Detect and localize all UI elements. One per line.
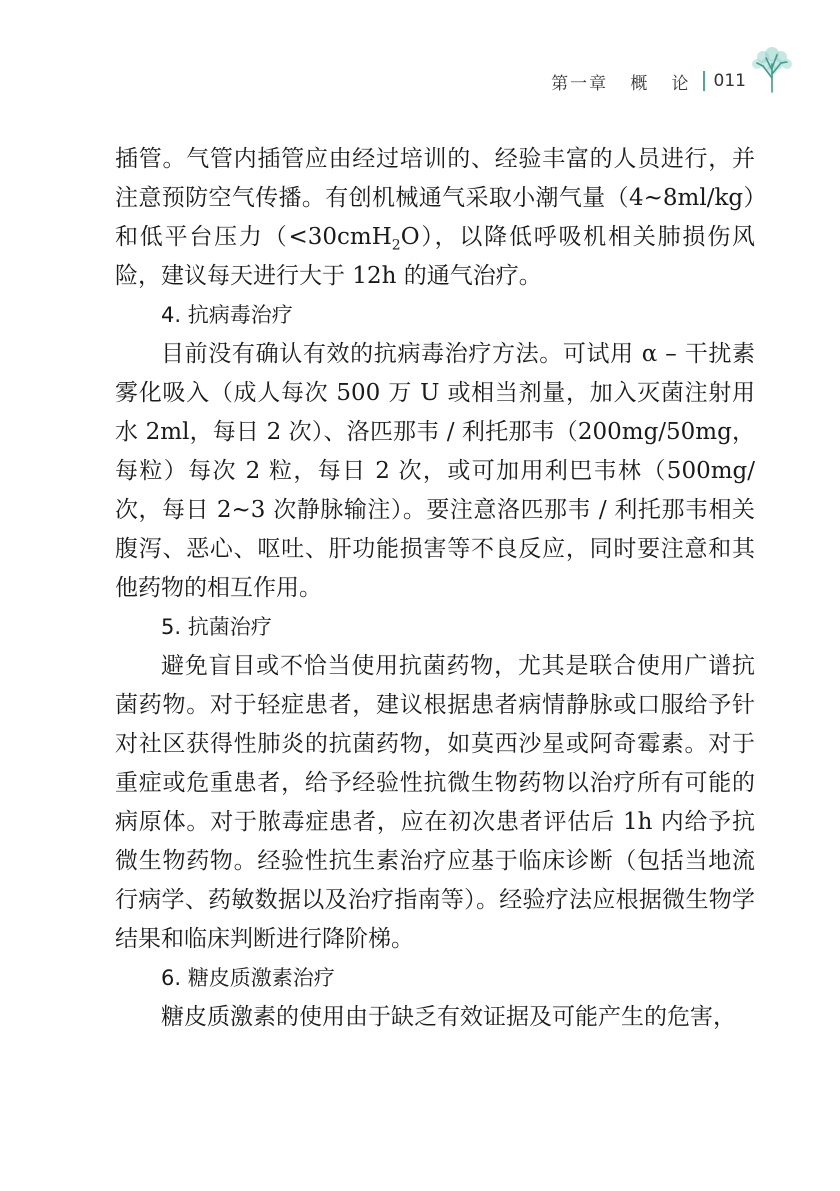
tree-logo-icon	[744, 44, 800, 94]
section-heading-antibacterial: 5. 抗菌治疗	[161, 615, 272, 639]
paragraph-text: 插管。气管内插管应由经过培训的、经验丰富的人员进行，并注意预防空气传播。有创机械通气采取小潮气量（4~8ml/kg）和低平台压力（<30cmH	[115, 146, 755, 250]
header-separator	[703, 71, 705, 91]
paragraph-antibacterial: 避免盲目或不恰当使用抗菌药物，尤其是联合使用广谱抗菌药物。对于轻症患者，建议根据患者病情静脉或口服给予针对社区获得性肺炎的抗菌药物，如莫西沙星或阿奇霉素。对于重症或危重患者，给予经验性抗微生物药物以治疗所有可能的病原体。对于脓毒症患者，应在初次患者评估后 1h 内给予抗微生物药物。经验性抗生素治疗应基于临床诊断（包括当地流行病学、药敏数据以及治疗指南等）。经验疗法应根据微生物学结果和临床判断进行降阶梯。	[115, 653, 755, 952]
section-heading-antiviral: 4. 抗病毒治疗	[161, 303, 293, 327]
paragraph-glucocorticoid: 糖皮质激素的使用由于缺乏有效证据及可能产生的危害，	[161, 1004, 736, 1030]
section-heading-glucocorticoid: 6. 糖皮质激素治疗	[161, 966, 335, 990]
paragraph-text-end: O），以降低呼吸机相关肺损伤风险，建议每天进行大于 12h 的通气治疗。	[115, 224, 755, 289]
paragraph-mechanical-ventilation	[115, 140, 755, 296]
subscript: 2	[391, 237, 401, 254]
chapter-title: 第一章 概 论	[551, 73, 691, 94]
page-number: 011	[713, 71, 746, 91]
body-text	[115, 140, 755, 1037]
paragraph-antiviral: 目前没有确认有效的抗病毒治疗方法。可试用 α – 干扰素雾化吸入（成人每次 500 万 U 或相当剂量，加入灭菌注射用水 2ml，每日 2 次）、洛匹那韦 / 利托那韦（200mg/50mg，每粒）每次 2 粒，每日 2 次，或可加用利巴韦林（500mg/ 次，每日 2~3 次静脉输注）。要注意洛匹那韦 / 利托那韦相关腹泻、恶心、呕吐、肝功能损害等不良反应，同时要注意和其他药物的相互作用。	[115, 341, 755, 601]
